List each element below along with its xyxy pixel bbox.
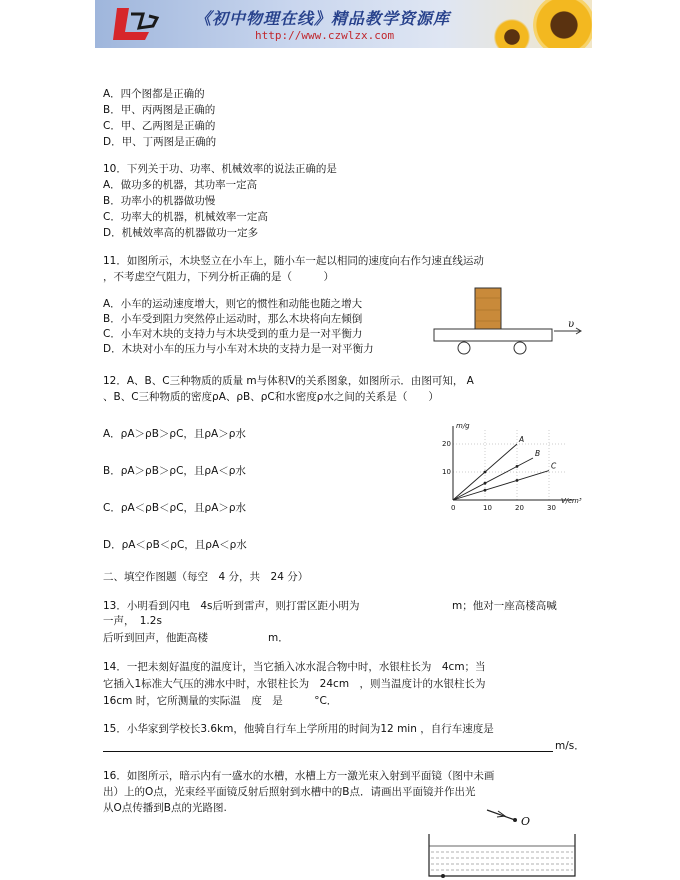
q15-answer-blank [103,751,553,752]
banner-title: 《初中物理在线》精品教学资源库 [195,9,451,28]
q11-stem-line1: 11．如图所示，木块竖立在小车上，随小车一起以相同的速度向右作匀速直线运动 [103,255,484,267]
data-point [516,479,519,482]
water-tank-figure [425,806,585,880]
q10-stem: 10．下列关于功、功率、机械效率的说法正确的是 [103,163,337,175]
cart-wheel [514,342,526,354]
y-tick-label: 10 [442,468,451,476]
q10-option-a: A．做功多的机器，其功率一定高 [103,179,258,191]
q16-line3: 从O点传播到B点的光路图. [103,802,227,814]
q13-line1-b: m；他对一座高楼高喊 [452,600,557,612]
data-point [516,465,519,468]
q13-line3-a: 后听到回声，他距高楼 [103,632,208,644]
q9-option-c: C．甲、乙两图是正确的 [103,120,216,132]
q12-option-b: B．ρA＞ρB＞ρC，且ρA＜ρ水 [103,465,246,477]
q14-line3: 16cm 时，它所测量的实际温 度 是 °C． [103,695,338,707]
mass-volume-chart [433,420,583,512]
q12-option-c: C．ρA＜ρB＜ρC，且ρA＞ρ水 [103,502,247,514]
data-point [484,471,487,474]
q11-option-d: D．木块对小车的压力与小车对木块的支持力是一对平衡力 [103,343,374,355]
point-b [441,874,445,878]
data-point [484,482,487,485]
q10-option-d: D．机械效率高的机器做功一定多 [103,227,259,239]
q11-option-c: C．小车对木块的支持力与木块受到的重力是一对平衡力 [103,328,363,340]
x-tick-label: 10 [483,504,492,512]
cart-wheel [458,342,470,354]
water-surface [431,852,573,870]
point-o-label: O [521,815,531,828]
series-label-b: B [535,449,541,458]
x-tick-label: 0 [451,504,456,512]
q12-stem-line1: 12．A、B、C三种物质的质量 m与体积V的关系图象，如图所示．由图可知， A [103,375,474,387]
q13-line3-b: m． [268,632,289,644]
q14-line1: 14．一把未刻好温度的温度计，当它插入冰水混合物中时，水银柱长为 4cm；当 [103,661,486,673]
q9-option-a: A．四个图都是正确的 [103,88,205,100]
q12-option-a: A．ρA＞ρB＞ρC，且ρA＞ρ水 [103,428,246,440]
x-tick-label: 20 [515,504,524,512]
q11-stem-line2: ，不考虑空气阻力，下列分析正确的是（ ） [103,271,334,283]
velocity-label: υ [568,319,575,330]
y-tick-label: 20 [442,440,451,448]
q15-line1: 15．小华家到学校长3.6km，他骑自行车上学所用的时间为12 min ，自行车速度是 [103,723,494,735]
cart-block-figure [430,283,590,361]
laser-beam [487,810,515,820]
q12-stem-line2: 、B、C三种物质的密度ρA、ρB、ρC和水密度ρ水之间的关系是（ ） [103,391,439,403]
q13-line1-a: 13．小明看到闪电 4s后听到雷声，则打雷区距小明为 [103,600,360,612]
stylized-L-logo-icon [109,4,161,44]
q16-line1: 16．如图所示，暗示内有一盛水的水槽，水槽上方一激光束入射到平面镜（图中未画 [103,770,495,782]
y-axis-label: m/g [456,422,470,430]
q9-option-d: D．甲、丁两图是正确的 [103,136,217,148]
q11-option-b: B．小车受到阻力突然停止运动时，那么木块将向左倾倒 [103,313,363,325]
sunflower-icon [493,18,531,48]
q13-line2: 一声， 1.2s [103,615,162,627]
data-point [484,489,487,492]
x-tick-label: 30 [547,504,556,512]
q9-option-b: B．甲、丙两图是正确的 [103,104,216,116]
cart-body [434,329,552,341]
q11-option-a: A．小车的运动速度增大，则它的惯性和动能也随之增大 [103,298,363,310]
q10-option-b: B．功率小的机器做功慢 [103,195,216,207]
q16-line2: 出）上的O点，光束经平面镜反射后照射到水槽中的B点．请画出平面镜并作出光 [103,786,476,798]
q12-option-d: D．ρA＜ρB＜ρC，且ρA＜ρ水 [103,539,247,551]
header-banner [95,0,592,48]
q15-unit: m/s． [555,740,585,752]
series-label-a: A [519,435,525,444]
q14-line2: 它插入1标准大气压的沸水中时，水银柱长为 24cm ，则当温度计的水银柱长为 [103,678,486,690]
section-heading: 二、填空作图题（每空 4 分，共 24 分） [103,571,309,583]
sunflower-icon [533,0,592,48]
point-o [513,818,517,822]
wood-block [475,288,501,329]
banner-url: http://www.czwlzx.com [255,29,395,42]
q10-option-c: C．功率大的机器，机械效率一定高 [103,211,268,223]
x-axis-label: V/cm³ [561,497,582,505]
series-label-c: C [551,461,557,471]
